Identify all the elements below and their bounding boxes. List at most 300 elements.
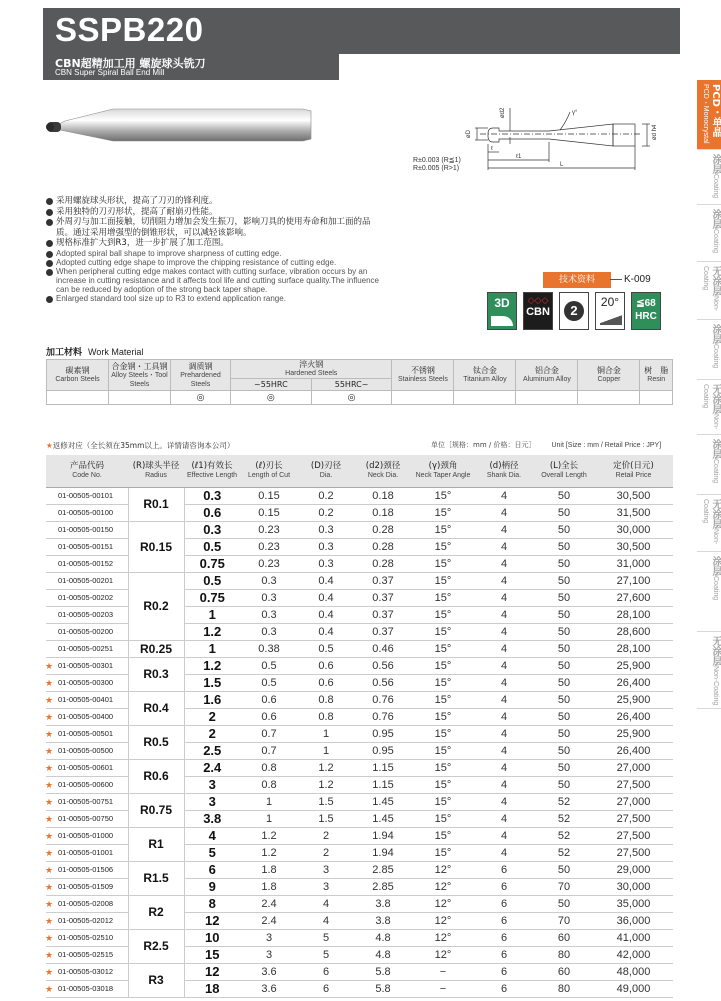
cell-d2: 0.18 [354, 487, 412, 504]
cell-L: 52 [534, 793, 594, 810]
side-tab-sublabel: Coating [712, 576, 719, 601]
cell-l1: 0.6 [184, 504, 240, 521]
cell-price: 42,000 [594, 946, 673, 963]
cell-l: 3.6 [240, 963, 298, 980]
cell-g: 15° [412, 504, 474, 521]
cell-L: 60 [534, 963, 594, 980]
cell-D: 0.2 [298, 487, 354, 504]
radius-cell: R0.15 [128, 521, 184, 572]
tool-photo [43, 95, 323, 165]
radius-cell: R0.2 [128, 572, 184, 640]
cell-D: 0.3 [298, 538, 354, 555]
cell-d2: 0.95 [354, 742, 412, 759]
regrind-star-icon: ★ [45, 932, 54, 943]
cell-d: 4 [474, 725, 534, 742]
cell-L: 50 [534, 555, 594, 572]
subtitle-bar [43, 54, 339, 80]
cell-L: 50 [534, 708, 594, 725]
mat-mark-cell: ◎ [231, 391, 312, 405]
cell-l1: 1.2 [184, 657, 240, 674]
cell-l1: 0.3 [184, 521, 240, 538]
cell-L: 50 [534, 504, 594, 521]
cell-g: 12° [412, 946, 474, 963]
cell-l: 1.8 [240, 861, 298, 878]
side-tab-0[interactable] [697, 80, 721, 150]
cell-l: 0.15 [240, 504, 298, 521]
cell-d2: 2.85 [354, 861, 412, 878]
cell-g: 15° [412, 742, 474, 759]
cell-price: 41,000 [594, 929, 673, 946]
cell-price: 30,500 [594, 487, 673, 504]
cell-D: 0.3 [298, 521, 354, 538]
code-cell: ★ 01-00505-02510 [46, 929, 128, 946]
cell-L: 60 [534, 929, 594, 946]
icon-3d: 3D [487, 292, 517, 330]
cell-price: 25,900 [594, 657, 673, 674]
mat-mark-cell [47, 391, 109, 405]
cell-d: 4 [474, 640, 534, 657]
cell-d2: 0.28 [354, 521, 412, 538]
cell-l: 3 [240, 929, 298, 946]
cell-D: 4 [298, 912, 354, 929]
cell-L: 70 [534, 878, 594, 895]
cell-d: 4 [474, 691, 534, 708]
radius-cell: R0.5 [128, 725, 184, 759]
code-cell: 01-00505-00202 [46, 589, 128, 606]
cell-D: 0.4 [298, 572, 354, 589]
cell-g: − [412, 980, 474, 997]
side-tab-2[interactable] [697, 205, 721, 262]
side-tab-label: 涂层 [710, 556, 721, 576]
side-tab-sublabel: Coating [712, 174, 719, 199]
cell-l: 0.5 [240, 674, 298, 691]
cell-L: 50 [534, 759, 594, 776]
mat-sub-55: ~55HRC [231, 379, 312, 391]
cell-price: 27,100 [594, 572, 673, 589]
cell-d2: 0.28 [354, 538, 412, 555]
cell-l: 3.6 [240, 980, 298, 997]
cell-d2: 3.8 [354, 895, 412, 912]
cell-l1: 2 [184, 708, 240, 725]
cell-d2: 5.8 [354, 963, 412, 980]
product-table [46, 455, 673, 998]
table-row [46, 572, 673, 589]
side-tab-8[interactable] [697, 552, 721, 632]
cell-l1: 1 [184, 640, 240, 657]
cell-D: 3 [298, 878, 354, 895]
code-cell: ★ 01-00505-03018 [46, 980, 128, 997]
cell-D: 4 [298, 895, 354, 912]
code-cell: ★ 01-00505-00500 [46, 742, 128, 759]
cell-d2: 3.8 [354, 912, 412, 929]
bullet-icon [46, 260, 53, 267]
cell-l: 0.3 [240, 589, 298, 606]
code-cell: ★ 01-00505-02515 [46, 946, 128, 963]
cell-d2: 0.56 [354, 657, 412, 674]
cell-price: 27,000 [594, 759, 673, 776]
col-header-8: (L)全长 Overall Length [534, 455, 594, 487]
tech-data-button[interactable]: 技术资料 [543, 272, 611, 288]
radius-cell: R2.5 [128, 929, 184, 963]
table-row [46, 929, 673, 946]
code-cell: ★ 01-00505-03012 [46, 963, 128, 980]
side-tab-5[interactable] [697, 380, 721, 435]
regrind-star-icon: ★ [45, 728, 54, 739]
cell-L: 50 [534, 572, 594, 589]
regrind-star-icon: ★ [45, 898, 54, 909]
cell-l1: 8 [184, 895, 240, 912]
side-tab-sublabel: Non-Coating [702, 384, 719, 430]
cell-d2: 4.8 [354, 946, 412, 963]
label-gamma: γ° [572, 110, 578, 116]
cell-g: 12° [412, 878, 474, 895]
table-row [46, 861, 673, 878]
side-tab-1[interactable] [697, 150, 721, 205]
cell-d2: 1.45 [354, 793, 412, 810]
cell-g: 15° [412, 844, 474, 861]
regrind-star-icon: ★ [45, 864, 54, 875]
cell-l: 0.6 [240, 691, 298, 708]
mat-col-copper: 铜合金 Copper [578, 360, 640, 391]
cell-l1: 0.5 [184, 572, 240, 589]
mat-col-alloy: 合金钢・工具钢 Alloy Steels・Tool Steels [109, 360, 171, 391]
code-cell: ★ 01-00505-00400 [46, 708, 128, 725]
cell-D: 1.2 [298, 759, 354, 776]
cell-price: 31,500 [594, 504, 673, 521]
cell-l: 0.7 [240, 742, 298, 759]
cell-d: 4 [474, 793, 534, 810]
mat-mark-cell [392, 391, 454, 405]
cell-price: 28,600 [594, 623, 673, 640]
cell-D: 2 [298, 827, 354, 844]
cell-price: 25,900 [594, 691, 673, 708]
cell-d: 4 [474, 606, 534, 623]
bullet-icon [46, 198, 53, 205]
cell-g: 15° [412, 793, 474, 810]
cell-L: 50 [534, 657, 594, 674]
cell-l1: 2 [184, 725, 240, 742]
cell-D: 1 [298, 742, 354, 759]
cell-d: 4 [474, 742, 534, 759]
cell-L: 50 [534, 487, 594, 504]
regrind-star-icon: ★ [45, 847, 54, 858]
cell-D: 0.8 [298, 691, 354, 708]
bullet-icon [46, 240, 53, 247]
cell-D: 1.5 [298, 793, 354, 810]
cell-price: 36,000 [594, 912, 673, 929]
icon-hrc: ≦68 HRC [631, 292, 661, 330]
cell-d2: 5.8 [354, 980, 412, 997]
cell-d: 4 [474, 844, 534, 861]
cell-l1: 0.75 [184, 555, 240, 572]
cell-l: 0.23 [240, 538, 298, 555]
cell-L: 50 [534, 895, 594, 912]
cell-l1: 0.75 [184, 589, 240, 606]
cell-D: 0.5 [298, 640, 354, 657]
cell-d: 6 [474, 963, 534, 980]
cell-l1: 4 [184, 827, 240, 844]
radius-cell: R1 [128, 827, 184, 861]
radius-cell: R0.4 [128, 691, 184, 725]
side-tab-3[interactable] [697, 262, 721, 320]
cell-d2: 0.76 [354, 691, 412, 708]
cell-L: 50 [534, 776, 594, 793]
cell-L: 50 [534, 521, 594, 538]
cell-L: 50 [534, 538, 594, 555]
feature-item: 规格标准扩大到R3，进一步扩展了加工范围。 [46, 238, 386, 249]
bullet-icon [46, 269, 53, 276]
radius-cell: R1.5 [128, 861, 184, 895]
cell-d2: 1.94 [354, 827, 412, 844]
side-tab-label: 无涂层 [710, 384, 721, 414]
cell-d2: 1.15 [354, 759, 412, 776]
side-tab-sublabel: PCD・Monocrystal [702, 84, 709, 144]
cell-l1: 12 [184, 963, 240, 980]
mat-mark-cell: ◎ [171, 391, 231, 405]
radius-cell: R0.3 [128, 657, 184, 691]
cell-g: 15° [412, 827, 474, 844]
code-cell: ★ 01-00505-00600 [46, 776, 128, 793]
col-header-9: 定价(日元) Retail Price [594, 455, 673, 487]
code-cell: ★ 01-00505-00301 [46, 657, 128, 674]
cell-d2: 0.46 [354, 640, 412, 657]
side-tab-label: 涂层 [710, 439, 721, 459]
cell-d2: 0.28 [354, 555, 412, 572]
cell-d: 4 [474, 589, 534, 606]
cell-l1: 3.8 [184, 810, 240, 827]
radius-tolerance: R±0.003 (R≦1) R±0.005 (R>1) [413, 157, 461, 172]
cell-D: 5 [298, 929, 354, 946]
table-row [46, 521, 673, 538]
mat-col-resin: 树 脂 Resin [640, 360, 673, 391]
feature-item: 采用独特的刀刃形状，提高了耐崩刃性能。 [46, 207, 386, 218]
cell-d2: 0.56 [354, 674, 412, 691]
cell-g: 15° [412, 487, 474, 504]
side-tab-sublabel: Coating [712, 459, 719, 484]
col-header-5: (d2)颈径 Neck Dia. [354, 455, 412, 487]
cell-d: 6 [474, 895, 534, 912]
radius-cell: R2 [128, 895, 184, 929]
cell-d2: 0.18 [354, 504, 412, 521]
regrind-star-icon: ★ [45, 983, 54, 994]
table-row [46, 963, 673, 980]
cell-L: 50 [534, 640, 594, 657]
cell-l: 0.3 [240, 572, 298, 589]
cell-D: 0.4 [298, 606, 354, 623]
code-cell: 01-00505-00152 [46, 555, 128, 572]
side-tab-6[interactable] [697, 435, 721, 495]
subtitle-en: CBN Super Spiral Ball End Mill [55, 68, 165, 77]
cell-l: 0.38 [240, 640, 298, 657]
side-tab-sublabel: Non-Coating [702, 499, 719, 545]
cell-l: 0.15 [240, 487, 298, 504]
code-cell: 01-00505-00150 [46, 521, 128, 538]
cell-g: 15° [412, 776, 474, 793]
cell-d2: 1.15 [354, 776, 412, 793]
code-cell: 01-00505-00101 [46, 487, 128, 504]
cell-L: 50 [534, 623, 594, 640]
work-material-table [46, 359, 673, 405]
cell-l: 1.8 [240, 878, 298, 895]
cell-d: 4 [474, 810, 534, 827]
code-cell: ★ 01-00505-02008 [46, 895, 128, 912]
cell-l1: 0.5 [184, 538, 240, 555]
regrind-star-icon: ★ [45, 915, 54, 926]
cell-price: 30,000 [594, 878, 673, 895]
cell-l: 1 [240, 810, 298, 827]
cell-D: 0.8 [298, 708, 354, 725]
mat-col-prehardened: 调质钢 Prehardened Steels [171, 360, 231, 391]
cell-d2: 0.95 [354, 725, 412, 742]
code-cell: 01-00505-00100 [46, 504, 128, 521]
table-row [46, 640, 673, 657]
mat-col-titanium: 钛合金 Titanium Alloy [454, 360, 516, 391]
cell-l: 2.4 [240, 912, 298, 929]
cell-d: 4 [474, 572, 534, 589]
cell-d2: 2.85 [354, 878, 412, 895]
label-L: L [560, 162, 564, 168]
cell-L: 50 [534, 725, 594, 742]
cell-D: 0.6 [298, 674, 354, 691]
bullet-icon [46, 251, 53, 258]
col-header-7: (d)柄径 Shank Dia. [474, 455, 534, 487]
cell-D: 0.2 [298, 504, 354, 521]
cell-D: 1.5 [298, 810, 354, 827]
code-cell: 01-00505-00201 [46, 572, 128, 589]
cell-d: 6 [474, 912, 534, 929]
feature-item: 外周刃与加工面接触，切削阻力增加会发生振刀，影响刀具的使用寿命和加工面的品质。通过采用增强型的倒锥形状，可以减轻该影响。 [46, 217, 386, 238]
cell-g: 12° [412, 912, 474, 929]
cell-price: 26,400 [594, 742, 673, 759]
side-tab-label: 无涂层 [710, 266, 721, 296]
cell-D: 6 [298, 980, 354, 997]
regrind-star-icon: ★ [45, 711, 54, 722]
cell-price: 27,500 [594, 776, 673, 793]
cell-g: 12° [412, 861, 474, 878]
cell-d: 4 [474, 487, 534, 504]
cell-g: 15° [412, 589, 474, 606]
cell-g: 15° [412, 657, 474, 674]
mat-mark-cell [109, 391, 171, 405]
label-dh4: ød h4 [652, 124, 658, 140]
mat-col-carbon: 碳素钢 Carbon Steels [47, 360, 109, 391]
feature-item-en: Adopted spiral ball shape to improve sharpness of cutting edge. [46, 249, 386, 258]
table-row [46, 793, 673, 810]
cell-d: 4 [474, 623, 534, 640]
cell-d: 6 [474, 878, 534, 895]
cell-l: 0.3 [240, 623, 298, 640]
cell-L: 52 [534, 810, 594, 827]
cell-price: 27,500 [594, 844, 673, 861]
side-tab-4[interactable] [697, 320, 721, 380]
cell-L: 50 [534, 606, 594, 623]
side-tab-9[interactable] [697, 632, 721, 709]
table-row [46, 487, 673, 504]
cell-L: 50 [534, 861, 594, 878]
cell-l: 1.2 [240, 844, 298, 861]
col-header-0: 产品代码 Code No. [46, 455, 128, 487]
cell-d2: 1.94 [354, 844, 412, 861]
code-cell: 01-00505-00200 [46, 623, 128, 640]
cell-l1: 2.4 [184, 759, 240, 776]
regrind-star-icon: ★ [45, 949, 54, 960]
side-tab-sublabel: Non-Coating [712, 666, 719, 706]
cell-L: 80 [534, 946, 594, 963]
cell-l1: 9 [184, 878, 240, 895]
label-l: ℓ [491, 146, 493, 152]
cell-l1: 0.3 [184, 487, 240, 504]
cell-d2: 0.76 [354, 708, 412, 725]
cell-l1: 3 [184, 776, 240, 793]
cell-d: 6 [474, 980, 534, 997]
side-tab-label: 涂层 [710, 154, 721, 174]
regrind-star-icon: ★ [45, 779, 54, 790]
cell-D: 0.4 [298, 589, 354, 606]
cell-l1: 3 [184, 793, 240, 810]
cell-l: 1.2 [240, 827, 298, 844]
cell-g: 12° [412, 929, 474, 946]
mat-mark-cell [640, 391, 673, 405]
cell-price: 35,000 [594, 895, 673, 912]
feature-item-en: Adopted cutting edge shape to improve the chipping resistance of cutting edge. [46, 258, 386, 267]
cell-D: 0.6 [298, 657, 354, 674]
cell-d2: 0.37 [354, 623, 412, 640]
cell-g: − [412, 963, 474, 980]
cell-l: 0.23 [240, 521, 298, 538]
cell-d2: 0.37 [354, 572, 412, 589]
feature-item-en: When peripheral cutting edge makes contact with cutting surface, vibration occurs by an increase in cutting resistance and it affects tool life and cutting surface quality.The influence can be reduced by adoption of the strong back taper shape. [46, 267, 386, 294]
cell-g: 15° [412, 759, 474, 776]
cell-l: 3 [240, 946, 298, 963]
cell-price: 30,000 [594, 521, 673, 538]
cell-l: 0.8 [240, 759, 298, 776]
code-cell: 01-00505-00203 [46, 606, 128, 623]
cell-D: 0.3 [298, 555, 354, 572]
cell-l: 0.23 [240, 555, 298, 572]
side-tab-7[interactable] [697, 495, 721, 552]
cell-l1: 1.5 [184, 674, 240, 691]
cell-l1: 12 [184, 912, 240, 929]
unit-note: 单位［规格：mm / 价格：日元］ Unit [Size : mm / Retail Price : JPY] [431, 441, 662, 449]
regrind-star-icon: ★ [45, 660, 54, 671]
regrind-star-icon: ★ [45, 966, 54, 977]
regrind-note: ★返修对应（全长须在35mm以上。详情请咨询本公司） [46, 441, 235, 450]
cell-price: 49,000 [594, 980, 673, 997]
feature-item: 采用螺旋球头形状，提高了刀刃的锋利度。 [46, 196, 386, 207]
table-row [46, 691, 673, 708]
table-row [46, 657, 673, 674]
cell-g: 15° [412, 674, 474, 691]
cell-d2: 4.8 [354, 929, 412, 946]
cell-D: 1 [298, 725, 354, 742]
cell-d2: 0.37 [354, 589, 412, 606]
code-cell: ★ 01-00505-00501 [46, 725, 128, 742]
cell-l1: 10 [184, 929, 240, 946]
table-row [46, 895, 673, 912]
regrind-star-icon: ★ [45, 881, 54, 892]
feature-item-en: Enlarged standard tool size up to R3 to extend application range. [46, 294, 386, 303]
feature-list [46, 196, 386, 303]
radius-cell: R0.1 [128, 487, 184, 521]
cell-g: 15° [412, 606, 474, 623]
cell-g: 15° [412, 810, 474, 827]
mat-col-aluminum: 铝合金 Aluminum Alloy [516, 360, 578, 391]
bullet-icon [46, 209, 53, 216]
radius-cell: R3 [128, 963, 184, 997]
cell-d: 4 [474, 674, 534, 691]
cell-d: 4 [474, 657, 534, 674]
side-tab-sublabel: Coating [712, 229, 719, 254]
